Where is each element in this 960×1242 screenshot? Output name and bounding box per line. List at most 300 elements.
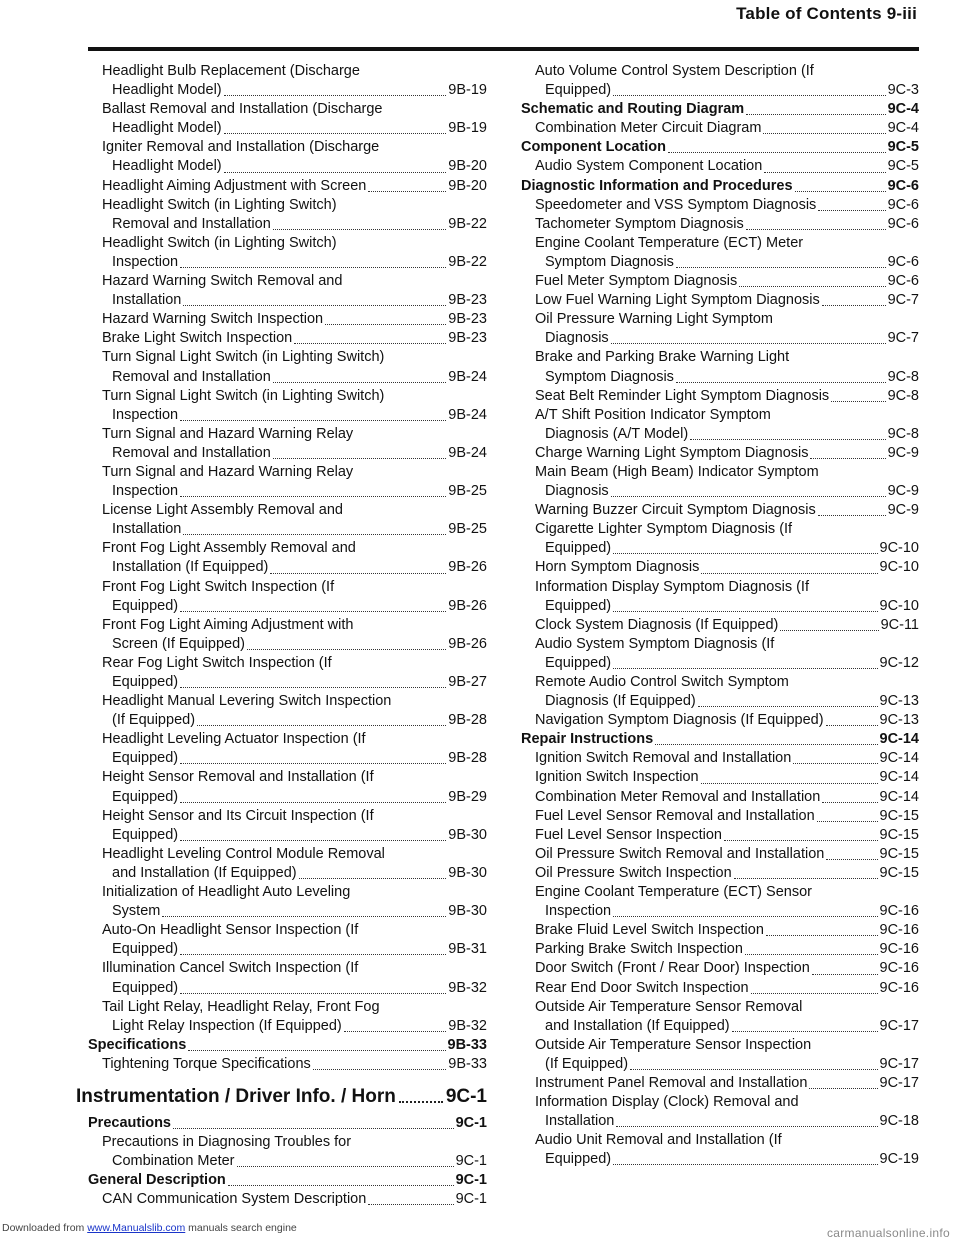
toc-entry-text: Outside Air Temperature Sensor Removal: [535, 998, 803, 1015]
toc-entry-page: 9B-30: [448, 864, 487, 881]
toc-entry-text: Audio System Component Location: [535, 158, 763, 175]
toc-entry-text: Oil Pressure Switch Removal and Installation: [535, 845, 825, 862]
leader-dots: [668, 152, 886, 153]
toc-entry-page: 9C-12: [879, 654, 919, 671]
leader-dots: [746, 114, 885, 115]
toc-entry-page: 9C-8: [887, 387, 919, 404]
toc-entry-text: Light Relay Inspection (If Equipped): [112, 1017, 342, 1034]
toc-entry-page: 9B-20: [448, 177, 487, 194]
toc-entry-page: 9B-25: [448, 483, 487, 500]
leader-dots: [611, 496, 886, 497]
toc-entry-page: 9C-15: [879, 826, 919, 843]
toc-entry-text: Audio Unit Removal and Installation (If: [535, 1132, 782, 1149]
toc-section-entry[interactable]: [88, 1114, 487, 1133]
toc-section-entry[interactable]: [88, 1036, 487, 1055]
toc-entry-page: 9B-22: [448, 253, 487, 270]
leader-dots: [809, 1088, 877, 1089]
toc-section-entry[interactable]: [521, 138, 919, 157]
toc-entry-page: 9B-24: [448, 406, 487, 423]
toc-entry-text: Turn Signal Light Switch (in Lighting Switch): [102, 387, 385, 404]
toc-entry-page: 9C-6: [887, 196, 919, 213]
toc-entry-text: License Light Assembly Removal and: [102, 502, 343, 519]
toc-entry-page: 9C-10: [879, 559, 919, 576]
toc-entry-text: Front Fog Light Assembly Removal and: [102, 540, 356, 557]
footer-link[interactable]: www.Manualslib.com: [87, 1222, 186, 1234]
toc-entry-text: Schematic and Routing Diagram: [521, 101, 745, 118]
leader-dots: [180, 611, 446, 612]
toc-entry-text: Rear End Door Switch Inspection: [535, 979, 749, 996]
toc-entry[interactable]: [88, 654, 487, 692]
toc-entry-text: Diagnosis (A/T Model): [545, 425, 689, 442]
toc-entry-page: 9B-19: [448, 120, 487, 137]
toc-entry[interactable]: [521, 1093, 919, 1131]
toc-entry-text: Equipped): [545, 82, 612, 99]
leader-dots: [812, 974, 878, 975]
toc-entry-text: Information Display Symptom Diagnosis (If: [535, 578, 809, 595]
toc-entry-text: Repair Instructions: [521, 731, 654, 748]
toc-entry-text: Low Fuel Warning Light Symptom Diagnosis: [535, 292, 820, 309]
toc-entry-page: 9C-15: [879, 845, 919, 862]
toc-entry[interactable]: [521, 348, 919, 386]
leader-dots: [294, 343, 446, 344]
toc-entry-page: 9C-16: [879, 903, 919, 920]
leader-dots: [739, 286, 885, 287]
toc-entry[interactable]: [88, 539, 487, 577]
toc-entry-text: Inspection: [545, 903, 612, 920]
toc-entry[interactable]: [521, 310, 919, 348]
toc-entry-text: General Description: [88, 1172, 226, 1189]
toc-entry-page: 9B-19: [448, 82, 487, 99]
toc-entry[interactable]: [521, 291, 919, 310]
toc-entry-page: 9C-8: [887, 368, 919, 385]
toc-entry-page: 9B-26: [448, 559, 487, 576]
leader-dots: [299, 878, 447, 879]
toc-entry[interactable]: [88, 921, 487, 959]
section-heading-title: Instrumentation / Driver Info. / Horn: [76, 1085, 396, 1107]
leader-dots: [701, 783, 878, 784]
toc-section-entry[interactable]: [521, 100, 919, 119]
toc-entry[interactable]: [88, 348, 487, 386]
toc-entry-page: 9C-19: [879, 1151, 919, 1168]
toc-entry[interactable]: [88, 578, 487, 616]
toc-entry-text: (If Equipped): [545, 1055, 629, 1072]
toc-entry[interactable]: [88, 100, 487, 138]
toc-section-entry[interactable]: [88, 1171, 487, 1190]
toc-entry-page: 9C-14: [879, 788, 919, 805]
toc-entry[interactable]: [521, 1131, 919, 1169]
leader-dots: [724, 840, 878, 841]
leader-dots: [676, 382, 886, 383]
toc-entry[interactable]: [88, 272, 487, 310]
leader-dots: [818, 210, 885, 211]
toc-entry-page: 9C-4: [887, 120, 919, 137]
toc-entry-text: Engine Coolant Temperature (ECT) Meter: [535, 234, 804, 251]
leader-dots: [180, 496, 446, 497]
leader-dots: [325, 324, 446, 325]
toc-entry-page: 9B-24: [448, 444, 487, 461]
toc-entry[interactable]: [521, 635, 919, 673]
toc-entry-text: Specifications: [88, 1036, 187, 1053]
toc-entry-text: Diagnosis (If Equipped): [545, 693, 696, 710]
toc-entry[interactable]: [521, 883, 919, 921]
toc-entry-text: Ignition Switch Removal and Installation: [535, 750, 792, 767]
toc-entry[interactable]: [521, 673, 919, 711]
toc-entry-text: Turn Signal Light Switch (in Lighting Switch): [102, 349, 385, 366]
leader-dots: [690, 439, 885, 440]
leader-dots: [183, 534, 446, 535]
leader-dots: [613, 95, 885, 96]
toc-entry-page: 9B-33: [448, 1055, 487, 1072]
toc-entry-page: 9B-22: [448, 215, 487, 232]
toc-entry[interactable]: [521, 387, 919, 406]
toc-entry-text: Outside Air Temperature Sensor Inspection: [535, 1036, 812, 1053]
toc-entry-page: 9C-5: [887, 158, 919, 175]
toc-entry-page: 9C-6: [887, 215, 919, 232]
toc-entry[interactable]: [521, 749, 919, 768]
toc-entry[interactable]: [521, 501, 919, 520]
leader-dots: [766, 935, 878, 936]
toc-entry-text: Tachometer Symptom Diagnosis: [535, 215, 744, 232]
toc-entry-text: Equipped): [545, 1151, 612, 1168]
toc-entry-page: 9B-25: [448, 521, 487, 538]
leader-dots: [734, 878, 878, 879]
leader-dots: [764, 172, 885, 173]
toc-entry[interactable]: [88, 234, 487, 272]
leader-dots: [368, 191, 446, 192]
toc-entry-page: 9C-1: [455, 1172, 487, 1189]
toc-entry[interactable]: [88, 1190, 487, 1209]
toc-entry[interactable]: [88, 329, 487, 348]
toc-entry-page: 9C-6: [887, 273, 919, 290]
toc-entry-text: Parking Brake Switch Inspection: [535, 941, 743, 958]
toc-entry-page: 9C-17: [879, 1017, 919, 1034]
toc-entry[interactable]: [521, 921, 919, 940]
toc-entry-page: 9C-10: [879, 540, 919, 557]
toc-entry-page: 9B-28: [448, 750, 487, 767]
leader-dots: [613, 916, 877, 917]
toc-entry[interactable]: [521, 864, 919, 883]
toc-entry[interactable]: [521, 520, 919, 558]
toc-entry[interactable]: [521, 845, 919, 864]
toc-entry[interactable]: [88, 807, 487, 845]
toc-entry-text: Door Switch (Front / Rear Door) Inspection: [535, 960, 810, 977]
toc-entry-text: Headlight Switch (in Lighting Switch): [102, 196, 337, 213]
toc-entry-page: 9C-9: [887, 483, 919, 500]
toc-entry[interactable]: [88, 845, 487, 883]
leader-dots: [655, 744, 877, 745]
toc-entry-text: Equipped): [112, 597, 179, 614]
toc-entry-page: 9C-3: [887, 82, 919, 99]
toc-entry-page: 9C-16: [879, 960, 919, 977]
toc-entry-text: Tail Light Relay, Headlight Relay, Front Fog: [102, 998, 380, 1015]
toc-entry-text: Instrument Panel Removal and Installation: [535, 1074, 808, 1091]
toc-entry[interactable]: [88, 387, 487, 425]
leader-dots: [273, 458, 447, 459]
leader-dots: [793, 763, 877, 764]
toc-entry-text: Auto Volume Control System Description (If: [535, 63, 814, 79]
toc-entry-page: 9B-33: [447, 1036, 487, 1053]
toc-entry-text: Installation (If Equipped): [112, 559, 269, 576]
toc-entry-text: CAN Communication System Description: [102, 1191, 367, 1208]
leader-dots: [224, 95, 447, 96]
toc-entry[interactable]: [521, 768, 919, 787]
toc-entry-text: Equipped): [545, 597, 612, 614]
toc-entry-text: and Installation (If Equipped): [112, 864, 297, 881]
toc-entry[interactable]: [88, 138, 487, 176]
footer-prefix: Downloaded from: [2, 1222, 88, 1234]
leader-dots: [237, 1166, 454, 1167]
leader-dots: [611, 343, 886, 344]
toc-entry-text: Brake and Parking Brake Warning Light: [535, 349, 790, 366]
toc-entry-page: 9C-10: [879, 597, 919, 614]
toc-entry-page: 9B-31: [448, 941, 487, 958]
toc-entry-text: and Installation (If Equipped): [545, 1017, 730, 1034]
toc-entry-page: 9C-1: [455, 1114, 487, 1131]
toc-entry-text: Headlight Bulb Replacement (Discharge: [102, 63, 360, 79]
toc-entry-text: Screen (If Equipped): [112, 635, 245, 652]
toc-entry[interactable]: [521, 62, 919, 100]
toc-entry[interactable]: [521, 711, 919, 730]
toc-entry[interactable]: [521, 979, 919, 998]
toc-entry-text: Audio System Symptom Diagnosis (If: [535, 635, 775, 652]
toc-entry-text: Diagnosis: [545, 330, 609, 347]
toc-entry-page: 9B-26: [448, 597, 487, 614]
toc-entry-text: Precautions: [88, 1114, 171, 1131]
toc-entry-page: 9C-6: [887, 253, 919, 270]
toc-entry[interactable]: [88, 463, 487, 501]
toc-entry-page: 9C-11: [880, 616, 919, 633]
leader-dots: [344, 1031, 447, 1032]
toc-entry-page: 9B-32: [448, 979, 487, 996]
page-header: [88, 0, 919, 52]
toc-entry-text: Fuel Meter Symptom Diagnosis: [535, 273, 738, 290]
toc-entry[interactable]: [88, 730, 487, 768]
toc-entry-text: Headlight Model): [112, 158, 222, 175]
leader-dots: [399, 1101, 443, 1103]
toc-entry-page: 9B-30: [448, 826, 487, 843]
toc-entry[interactable]: [521, 807, 919, 826]
toc-entry-page: 9C-8: [887, 425, 919, 442]
section-heading[interactable]: [76, 1086, 487, 1108]
toc-entry-page: 9C-1: [455, 1191, 487, 1208]
toc-entry[interactable]: [521, 788, 919, 807]
toc-entry[interactable]: [88, 768, 487, 806]
leader-dots: [228, 1185, 454, 1186]
toc-entry-text: Combination Meter Circuit Diagram: [535, 120, 762, 137]
toc-entry-text: Equipped): [545, 540, 612, 557]
toc-entry[interactable]: [88, 692, 487, 730]
leader-dots: [810, 458, 885, 459]
toc-entry[interactable]: [521, 826, 919, 845]
toc-entry-text: Equipped): [112, 941, 179, 958]
leader-dots: [270, 573, 446, 574]
toc-entry-text: Installation: [545, 1113, 615, 1130]
toc-entry[interactable]: [521, 558, 919, 577]
toc-entry-text: Headlight Aiming Adjustment with Screen: [102, 177, 367, 194]
toc-entry-text: Front Fog Light Aiming Adjustment with: [102, 616, 354, 633]
leader-dots: [162, 916, 446, 917]
toc-entry[interactable]: [88, 616, 487, 654]
toc-entry[interactable]: [521, 272, 919, 291]
toc-entry-page: 9C-15: [879, 807, 919, 824]
leader-dots: [826, 859, 877, 860]
toc-entry-text: Engine Coolant Temperature (ECT) Sensor: [535, 884, 812, 901]
toc-entry-text: Installation: [112, 292, 182, 309]
toc-entry[interactable]: [521, 578, 919, 616]
toc-entry-page: 9B-32: [448, 1017, 487, 1034]
toc-entry[interactable]: [88, 998, 487, 1036]
toc-entry-text: Headlight Manual Levering Switch Inspection: [102, 693, 392, 710]
toc-entry-text: Removal and Installation: [112, 368, 271, 385]
toc-entry-text: Height Sensor and Its Circuit Inspection (If: [102, 807, 374, 824]
leader-dots: [180, 802, 446, 803]
toc-entry-text: Cigarette Lighter Symptom Diagnosis (If: [535, 521, 793, 538]
leader-dots: [613, 611, 877, 612]
toc-entry-text: Installation: [112, 521, 182, 538]
leader-dots: [180, 763, 446, 764]
leader-dots: [224, 133, 447, 134]
toc-entry[interactable]: [521, 444, 919, 463]
toc-entry-text: Clock System Diagnosis (If Equipped): [535, 616, 779, 633]
toc-entry-page: 9C-14: [879, 750, 919, 767]
leader-dots: [745, 954, 878, 955]
toc-entry-page: 9C-7: [887, 330, 919, 347]
toc-entry[interactable]: [521, 998, 919, 1036]
toc-entry-page: 9C-5: [887, 139, 919, 156]
toc-entry-text: Headlight Switch (in Lighting Switch): [102, 234, 337, 251]
toc-entry-text: Removal and Installation: [112, 215, 271, 232]
toc-entry-text: Charge Warning Light Symptom Diagnosis: [535, 444, 809, 461]
toc-entry-page: 9C-14: [879, 769, 919, 786]
toc-entry-text: (If Equipped): [112, 712, 196, 729]
toc-entry-text: Precautions in Diagnosing Troubles for: [102, 1134, 352, 1151]
toc-entry[interactable]: [521, 940, 919, 959]
toc-entry-text: Tightening Torque Specifications: [102, 1055, 311, 1072]
leader-dots: [173, 1128, 454, 1129]
page-footer: [0, 1222, 960, 1240]
leader-dots: [795, 191, 886, 192]
leader-dots: [676, 267, 886, 268]
toc-entry[interactable]: [521, 406, 919, 444]
toc-entry-text: Headlight Model): [112, 82, 222, 99]
toc-entry-text: Fuel Level Sensor Inspection: [535, 826, 722, 843]
toc-entry-text: Horn Symptom Diagnosis: [535, 559, 700, 576]
toc-entry-page: 9C-1: [455, 1153, 487, 1170]
toc-entry-page: 9C-4: [887, 101, 919, 118]
leader-dots: [180, 420, 446, 421]
toc-entry-text: Fuel Level Sensor Removal and Installation: [535, 807, 815, 824]
toc-entry[interactable]: [521, 157, 919, 176]
toc-entry-text: Rear Fog Light Switch Inspection (If: [102, 654, 332, 671]
toc-entry-page: 9B-26: [448, 635, 487, 652]
toc-entry-text: Headlight Model): [112, 120, 222, 137]
leader-dots: [188, 1050, 445, 1051]
toc-entry[interactable]: [521, 215, 919, 234]
toc-entry[interactable]: [521, 1074, 919, 1093]
toc-entry-text: Equipped): [545, 654, 612, 671]
toc-entry[interactable]: [521, 196, 919, 215]
toc-entry-text: Hazard Warning Switch Inspection: [102, 311, 324, 328]
toc-entry-page: 9B-24: [448, 368, 487, 385]
toc-entry[interactable]: [521, 234, 919, 272]
leader-dots: [183, 305, 446, 306]
toc-entry-page: 9C-15: [879, 864, 919, 881]
footer-suffix: manuals search engine: [185, 1222, 297, 1234]
toc-entry[interactable]: [88, 883, 487, 921]
toc-entry-page: 9C-17: [879, 1055, 919, 1072]
toc-entry-text: Front Fog Light Switch Inspection (If: [102, 578, 335, 595]
leader-dots: [817, 821, 878, 822]
toc-entry-text: Hazard Warning Switch Removal and: [102, 273, 343, 290]
toc-entry[interactable]: [88, 1055, 487, 1074]
toc-entry-text: Auto-On Headlight Sensor Inspection (If: [102, 922, 359, 939]
toc-entry-text: Symptom Diagnosis: [545, 253, 674, 270]
toc-entry-text: Navigation Symptom Diagnosis (If Equipped): [535, 712, 824, 729]
toc-entry-text: Brake Light Switch Inspection: [102, 330, 293, 347]
toc-entry[interactable]: [521, 616, 919, 635]
toc-entry-text: Equipped): [112, 788, 179, 805]
toc-entry[interactable]: [88, 1133, 487, 1171]
toc-entry[interactable]: [521, 463, 919, 501]
toc-entry-text: Inspection: [112, 406, 179, 423]
toc-entry-page: 9C-16: [879, 922, 919, 939]
leader-dots: [180, 267, 446, 268]
toc-entry[interactable]: [521, 1036, 919, 1074]
toc-entry-text: Warning Buzzer Circuit Symptom Diagnosis: [535, 502, 816, 519]
toc-entry-page: 9B-27: [448, 674, 487, 690]
toc-entry-text: System: [112, 903, 161, 920]
toc-entry[interactable]: [521, 959, 919, 978]
leader-dots: [822, 305, 886, 306]
footer-watermark: carmanualsonline.info: [826, 1226, 950, 1240]
toc-entry-text: Oil Pressure Switch Inspection: [535, 864, 732, 881]
leader-dots: [613, 668, 877, 669]
toc-entry-text: Combination Meter: [112, 1153, 235, 1170]
toc-right-column: [521, 62, 919, 1169]
toc-entry-text: Seat Belt Reminder Light Symptom Diagnosis: [535, 387, 830, 404]
leader-dots: [826, 725, 878, 726]
leader-dots: [197, 725, 446, 726]
toc-left-list: [88, 62, 487, 1074]
toc-entry-text: Headlight Leveling Control Module Removal: [102, 845, 385, 862]
leader-dots: [763, 133, 885, 134]
toc-entry-text: Removal and Installation: [112, 444, 271, 461]
toc-entry[interactable]: [88, 62, 487, 100]
toc-section-entry[interactable]: [521, 730, 919, 749]
toc-entry-page: 9C-17: [879, 1074, 919, 1091]
toc-entry-page: 9C-7: [887, 292, 919, 309]
toc-entry[interactable]: [88, 425, 487, 463]
toc-entry-text: Equipped): [112, 750, 179, 767]
toc-section-entry[interactable]: [521, 177, 919, 196]
leader-dots: [224, 172, 447, 173]
toc-entry-text: Main Beam (High Beam) Indicator Symptom: [535, 463, 819, 480]
toc-entry[interactable]: [88, 177, 487, 196]
toc-entry-text: A/T Shift Position Indicator Symptom: [535, 406, 771, 423]
toc-entry[interactable]: [88, 310, 487, 329]
leader-dots: [273, 382, 447, 383]
header-rule: [88, 47, 919, 51]
toc-entry[interactable]: [521, 119, 919, 138]
toc-entry[interactable]: [88, 501, 487, 539]
toc-entry-text: Ignition Switch Inspection: [535, 769, 699, 786]
toc-entry[interactable]: [88, 959, 487, 997]
toc-entry-text: Inspection: [112, 483, 179, 500]
toc-entry[interactable]: [88, 196, 487, 234]
section-heading-page: 9C-1: [445, 1085, 487, 1107]
toc-entry-text: Illumination Cancel Switch Inspection (If: [102, 960, 359, 977]
leader-dots: [822, 802, 877, 803]
